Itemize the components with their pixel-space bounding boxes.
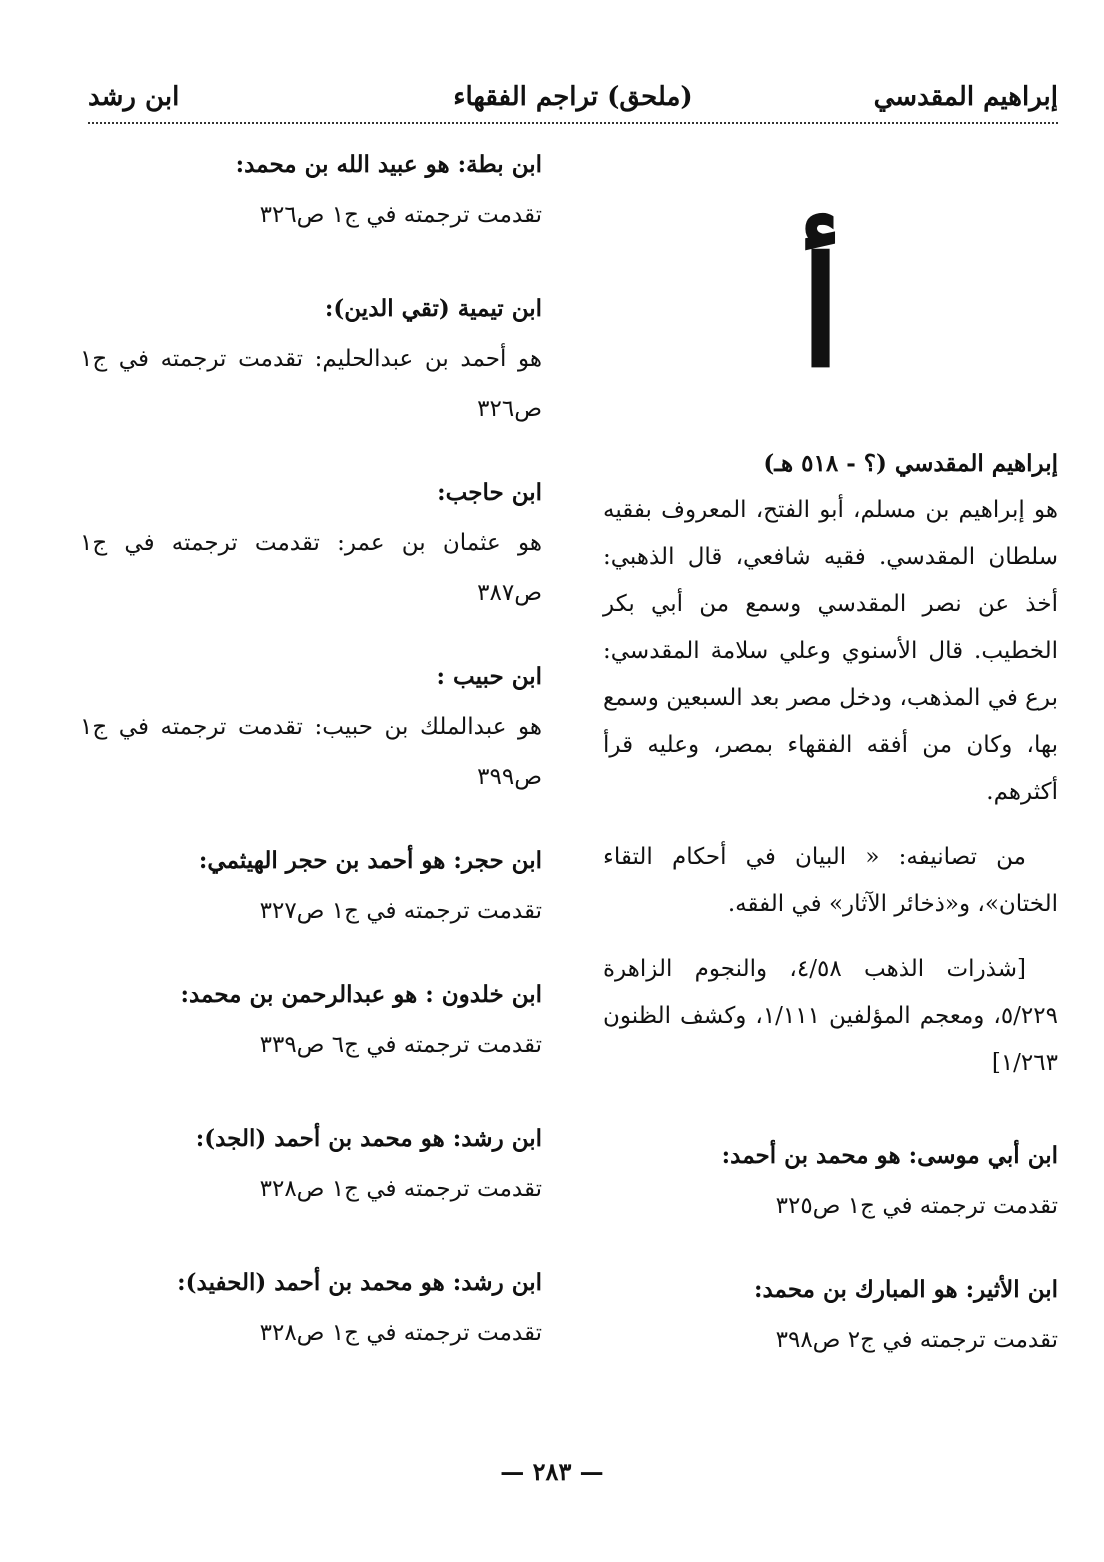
header-right-title: إبراهيم المقدسي <box>873 82 1058 112</box>
list-item <box>80 140 542 240</box>
entry-title: ابن بطة: هو عبيد الله بن محمد: <box>235 151 542 178</box>
list-item <box>603 1131 1058 1231</box>
entry-text: تقدمت ترجمته في ج١ ص٣٢٨ <box>259 1320 542 1346</box>
entry-text: هو أحمد بن عبدالحليم: تقدمت ترجمته في ج١ ص٣٢٦ <box>80 346 542 422</box>
header-left-title: ابن رشد <box>88 82 180 112</box>
main-entry-bio: هو إبراهيم بن مسلم، أبو الفتح، المعروف بفقيه سلطان المقدسي. فقيه شافعي، قال الذهبي: أخذ عن نصر المقدسي وسمع من أبي بكر الخطيب. قال الأسنوي وعلي سلامة المقدسي: برع في المذهب، ودخل مصر بعد السبعين وسمع بها، وكان من أفقه الفقهاء بمصر، وعليه قرأ أكثرهم. <box>603 497 1058 805</box>
entry-text: هو عثمان بن عمر: تقدمت ترجمته في ج١ ص٣٨٧ <box>80 530 542 606</box>
entry-text: تقدمت ترجمته في ج١ ص٣٢٥ <box>775 1193 1058 1219</box>
entry-title: ابن أبي موسى: هو محمد بن أحمد: <box>721 1142 1058 1169</box>
list-item <box>80 1258 542 1358</box>
header-center-title: (ملحق) تراجم الفقهاء <box>453 82 693 112</box>
list-item <box>80 652 542 802</box>
list-item <box>603 1265 1058 1365</box>
entry-title: ابن حاجب: <box>437 479 542 506</box>
right-column <box>603 140 1058 1365</box>
entry-title: ابن رشد: هو محمد بن أحمد (الحفيد): <box>177 1269 542 1296</box>
entry-text: تقدمت ترجمته في ج١ ص٣٢٦ <box>259 202 542 228</box>
entry-text: هو عبدالملك بن حبيب: تقدمت ترجمته في ج١ ص٣٩٩ <box>80 714 542 790</box>
entry-title: ابن تيمية (تقي الدين): <box>324 295 542 322</box>
entry-title: ابن رشد: هو محمد بن أحمد (الجد): <box>195 1125 542 1152</box>
left-column <box>80 140 542 1358</box>
main-entry-sources: [شذرات الذهب ٤/٥٨، والنجوم الزاهرة ٥/٢٢٩، ومعجم المؤلفين ١/١١١، وكشف الظنون ١/٢٦٣] <box>603 956 1058 1076</box>
main-entry-title: إبراهيم المقدسي (؟ - ٥١٨ هـ) <box>763 450 1058 477</box>
entry-text: تقدمت ترجمته في ج٢ ص٣٩٨ <box>775 1327 1058 1353</box>
main-entry-works: من تصانيفه: « البيان في أحكام التقاء الختان»، و«ذخائر الآثار» في الفقه. <box>603 844 1058 917</box>
list-item <box>80 284 542 434</box>
entry-text: تقدمت ترجمته في ج١ ص٣٢٨ <box>259 1176 542 1202</box>
entry-title: ابن الأثير: هو المبارك بن محمد: <box>753 1276 1058 1303</box>
list-item <box>80 1114 542 1214</box>
section-letter: أ <box>799 225 842 401</box>
entry-title: ابن خلدون : هو عبدالرحمن بن محمد: <box>180 981 542 1008</box>
entry-text: تقدمت ترجمته في ج٦ ص٣٣٩ <box>259 1032 542 1058</box>
list-item <box>80 468 542 618</box>
page-number: — ٢٨٣ — <box>500 1457 604 1486</box>
running-header <box>88 80 1058 124</box>
entry-title: ابن حبيب : <box>436 663 542 690</box>
entry-text: تقدمت ترجمته في ج١ ص٣٢٧ <box>259 898 542 924</box>
list-item <box>80 836 542 936</box>
list-item <box>80 970 542 1070</box>
entry-title: ابن حجر: هو أحمد بن حجر الهيثمي: <box>198 847 542 874</box>
